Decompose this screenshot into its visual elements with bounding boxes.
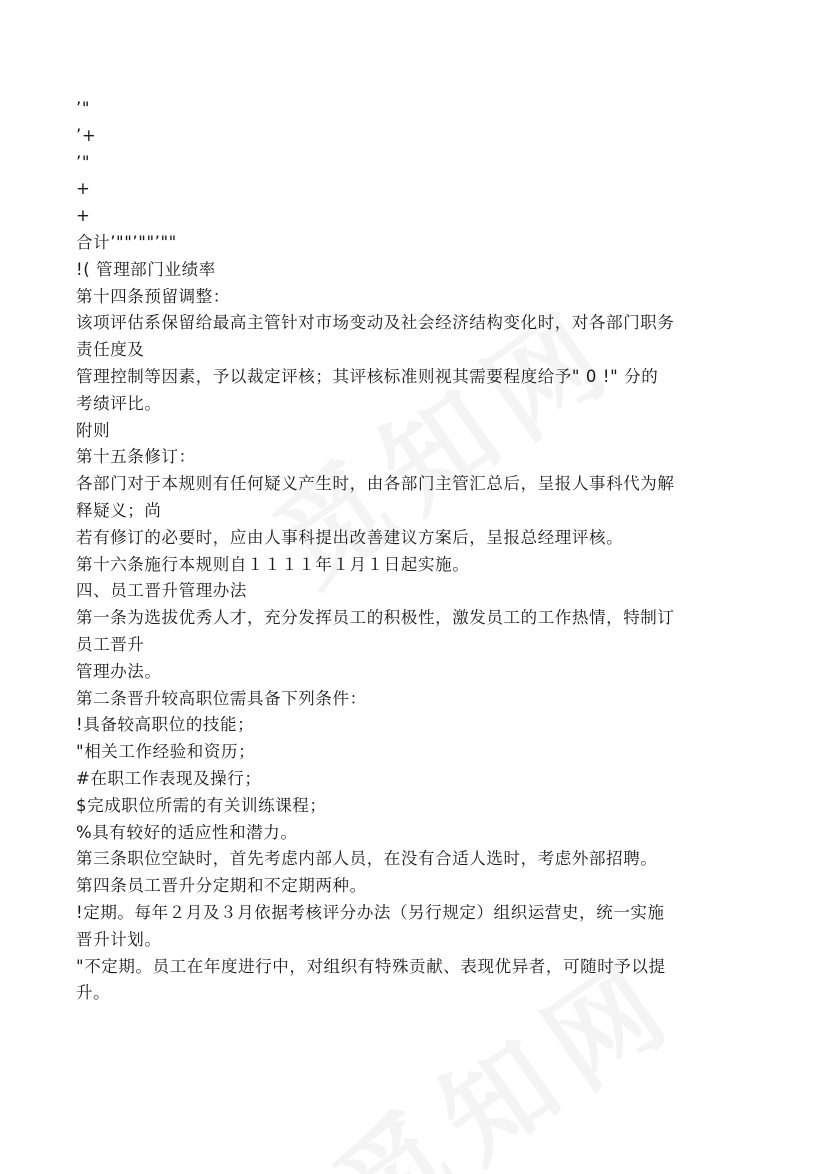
text-line: 第十六条施行本规则自１１１１年１月１日起实施。 (76, 554, 470, 574)
list-item: %具有较好的适应性和潜力。 (76, 822, 298, 842)
text-line: 第四条员工晋升分定期和不定期两种。 (76, 876, 367, 896)
text-line: 释疑义；尚 (76, 500, 162, 520)
list-item: !定期。每年２月及３月依据考核评分办法（另行规定）组织运营史，统一实施 (76, 902, 665, 922)
text-line: 该项评估系保留给最高主管针对市场变动及社会经济结构变化时，对各部门职务 (76, 313, 675, 333)
text-line: 各部门对于本规则有任何疑义产生时，由各部门主管汇总后，呈报人事科代为解 (76, 474, 675, 494)
text-line: + (76, 179, 91, 199)
text-line: ’+ (76, 125, 97, 145)
text-line: 员工晋升 (76, 634, 145, 654)
text-line: ’" (76, 152, 91, 172)
document-body (76, 96, 760, 1007)
text-line: + (76, 206, 91, 226)
text-line: 合计’""’""’"" (76, 232, 177, 252)
text-line: 第二条晋升较高职位需具备下列条件： (76, 688, 367, 708)
text-line: 第一条为选拔优秀人才，充分发挥员工的积极性，激发员工的工作热情，特制订 (76, 608, 675, 628)
section-heading: 四、员工晋升管理办法 (76, 581, 247, 601)
text-line: 晋升计划。 (76, 929, 162, 949)
text-line: !( 管理部门业绩率 (76, 259, 216, 279)
text-line: 管理控制等因素，予以裁定评核；其评核标准则视其需要程度给予" 0 !" 分的 (76, 366, 659, 386)
list-item: $完成职位所需的有关训练课程； (76, 795, 327, 815)
text-line: ’" (76, 99, 91, 118)
section-heading: 第十五条修订： (76, 447, 196, 467)
section-heading: 第十四条预留调整： (76, 286, 230, 306)
text-line: 若有修订的必要时，应由人事科提出改善建议方案后，呈报总经理评核。 (76, 527, 624, 547)
text-line: 考绩评比。 (76, 393, 162, 413)
text-line: 升。 (76, 983, 111, 1003)
list-item: #在职工作表现及操行； (76, 768, 262, 788)
text-line: 管理办法。 (76, 661, 162, 681)
list-item: !具备较高职位的技能； (76, 715, 255, 735)
list-item: "相关工作经验和资历； (76, 742, 256, 762)
text-line: 第三条职位空缺时，首先考虑内部人员，在没有合适人选时，考虑外部招聘。 (76, 849, 658, 869)
text-line: 责任度及 (76, 340, 145, 360)
section-heading: 附则 (76, 420, 111, 440)
list-item: "不定期。员工在年度进行中，对组织有特殊贡献、表现优异者，可随时予以提 (76, 956, 666, 976)
